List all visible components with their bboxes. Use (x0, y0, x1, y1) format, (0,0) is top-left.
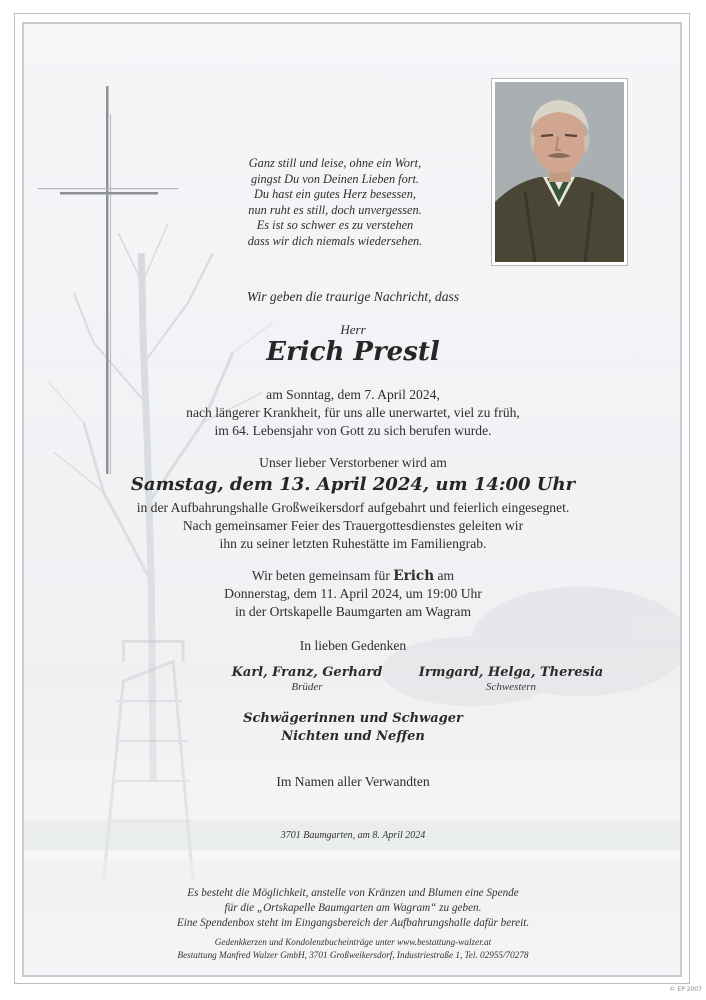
death-line: im 64. Lebensjahr von Gott zu sich berufen wurde. (214, 423, 492, 438)
relatives-line: Im Namen aller Verwandten (276, 774, 430, 789)
portrait-image (495, 82, 624, 262)
sisters-block (416, 665, 606, 693)
funeral-intro: Unser lieber Verstorbener wird am (259, 455, 447, 470)
prayer-line-2: Donnerstag, dem 11. April 2024, um 19:00 Uhr (224, 586, 482, 601)
funeral-detail: ihn zu seiner letzten Ruhestätte im Familiengrab. (219, 536, 487, 551)
portrait-photo (491, 78, 628, 266)
copyright-note: © EP 2007 (669, 986, 702, 993)
place-date: 3701 Baumgarten, am 8. April 2024 (280, 830, 426, 841)
poem-line: nun ruht es still, doch unvergessen. (248, 202, 422, 217)
poem-line: Es ist so schwer es zu verstehen (256, 218, 414, 233)
brothers-label: Brüder (291, 681, 323, 693)
funeral-date: Samstag, dem 13. April 2024, um 14:00 Uhr (130, 474, 576, 495)
prayer-prefix: Wir beten gemeinsam für (251, 568, 390, 583)
prayer-line-3: in der Ortskapelle Baumgarten am Wagram (234, 604, 472, 619)
funeral-detail: in der Aufbahrungshalle Großweikersdorf aufgebahrt und feierlich eingesegnet. (136, 500, 570, 515)
poem-line: Ganz still und leise, ohne ein Wort, (248, 156, 422, 170)
brothers-names: Karl, Franz, Gerhard (231, 665, 383, 680)
prayer-line-1 (0, 568, 706, 584)
prayer-name: Erich (393, 568, 435, 584)
prayer-suffix: am (437, 568, 455, 583)
death-line: nach längerer Krankheit, für uns alle unerwartet, viel zu früh, (186, 405, 520, 420)
sisters-label: Schwestern (485, 681, 537, 693)
donation-line: für die „Ortskapelle Baumgarten am Wagram“ zu geben. (224, 902, 482, 914)
donation-line: Es besteht die Möglichkeit, anstelle von Kränzen und Blumen eine Spende (187, 887, 519, 899)
inlaws: Schwägerinnen und Schwager (243, 711, 463, 726)
death-line: am Sonntag, dem 7. April 2024, (266, 387, 440, 402)
poem-line: dass wir dich niemals wiedersehen. (247, 233, 423, 248)
donation-line: Eine Spendenbox steht im Eingangsbereich der Aufbahrungshalle dafür bereit. (176, 917, 530, 929)
brothers-block (222, 665, 392, 693)
footer-line: Bestattung Manfred Walzer GmbH, 3701 Großweikersdorf, Industriestraße 1, Tel. 02955/70278 (177, 950, 529, 960)
poem-line: gingst Du von Deinen Lieben fort. (250, 171, 420, 186)
nieces-nephews: Nichten und Neffen (281, 729, 425, 744)
sisters-names: Irmgard, Helga, Theresia (418, 665, 604, 680)
memory-line: In lieben Gedenken (299, 638, 407, 653)
poem-line: Du hast ein gutes Herz besessen, (254, 187, 416, 202)
salutation: Herr (340, 322, 366, 337)
announcement-intro: Wir geben die traurige Nachricht, dass (246, 289, 460, 304)
funeral-detail: Nach gemeinsamer Feier des Trauergottesdienstes geleiten wir (182, 518, 524, 533)
deceased-name: Erich Prestl (266, 337, 440, 367)
footer-line: Gedenkkerzen und Kondolenzbucheinträge unter www.bestattung-walzer.at (214, 937, 492, 947)
poem (200, 156, 470, 250)
